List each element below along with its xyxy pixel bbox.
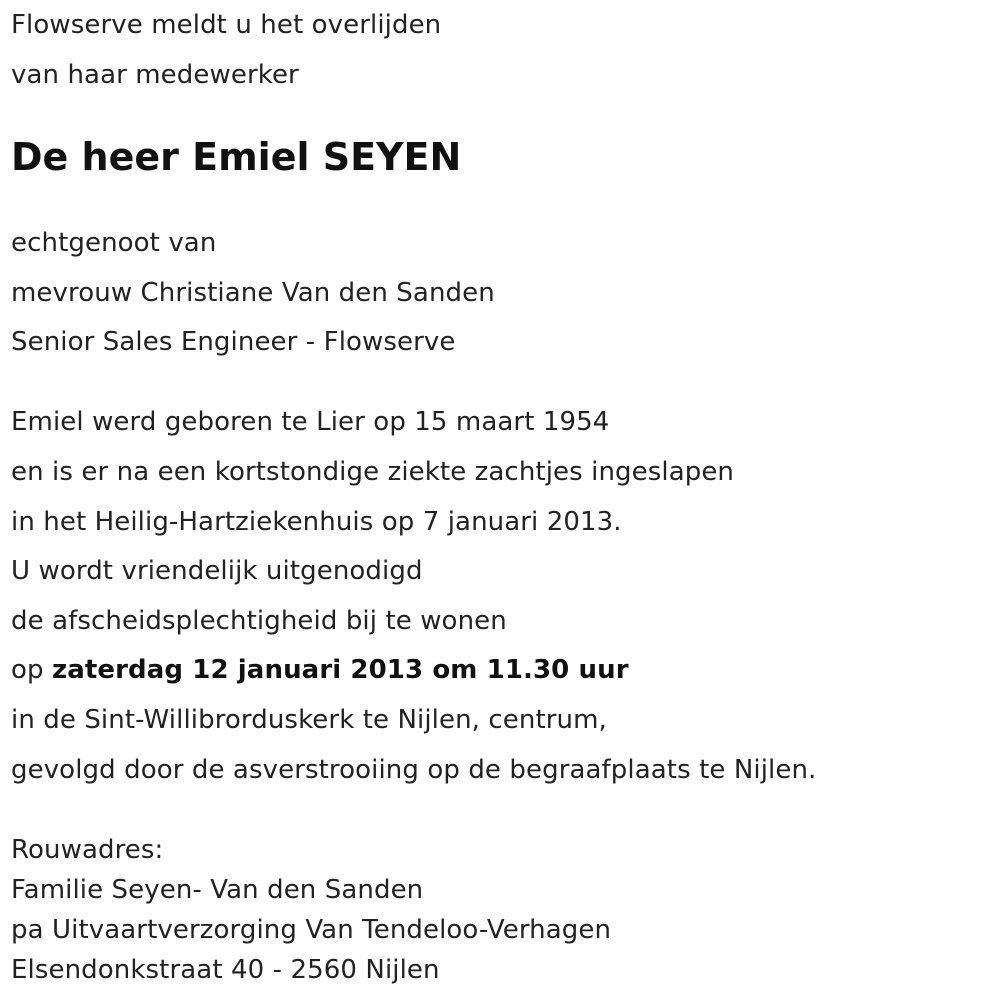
- passing-line-2: in het Heilig-Hartziekenhuis op 7 januari 2013.: [11, 507, 622, 537]
- address-label: Rouwadres:: [11, 835, 164, 865]
- spouse-name: mevrouw Christiane Van den Sanden: [11, 278, 495, 308]
- intro-line-2: van haar medewerker: [11, 60, 299, 90]
- passing-line-1: en is er na een kortstondige ziekte zachtjes ingeslapen: [11, 457, 735, 487]
- address-care-of: pa Uitvaartverzorging Van Tendeloo-Verhagen: [11, 915, 612, 945]
- intro-line-1: Flowserve meldt u het overlijden: [11, 10, 442, 40]
- invite-line-1: U wordt vriendelijk uitgenodigd: [11, 556, 423, 586]
- ceremony-prefix: op: [11, 655, 52, 685]
- ceremony-datetime: zaterdag 12 januari 2013 om 11.30 uur: [51, 655, 629, 685]
- followup-line: gevolgd door de asverstrooiing op de begraafplaats te Nijlen.: [11, 755, 817, 785]
- location-line: in de Sint-Willibrorduskerk te Nijlen, centrum,: [11, 705, 607, 735]
- ceremony-line: [11, 655, 629, 685]
- address-street: Elsendonkstraat 40 - 2560 Nijlen: [11, 955, 440, 985]
- invite-line-2: de afscheidsplechtigheid bij te wonen: [11, 606, 507, 636]
- job-title: Senior Sales Engineer - Flowserve: [11, 327, 456, 357]
- deceased-name: De heer Emiel SEYEN: [11, 135, 462, 179]
- birth-line: Emiel werd geboren te Lier op 15 maart 1954: [11, 407, 610, 437]
- relation-line: echtgenoot van: [11, 228, 217, 258]
- address-family: Familie Seyen- Van den Sanden: [11, 875, 424, 905]
